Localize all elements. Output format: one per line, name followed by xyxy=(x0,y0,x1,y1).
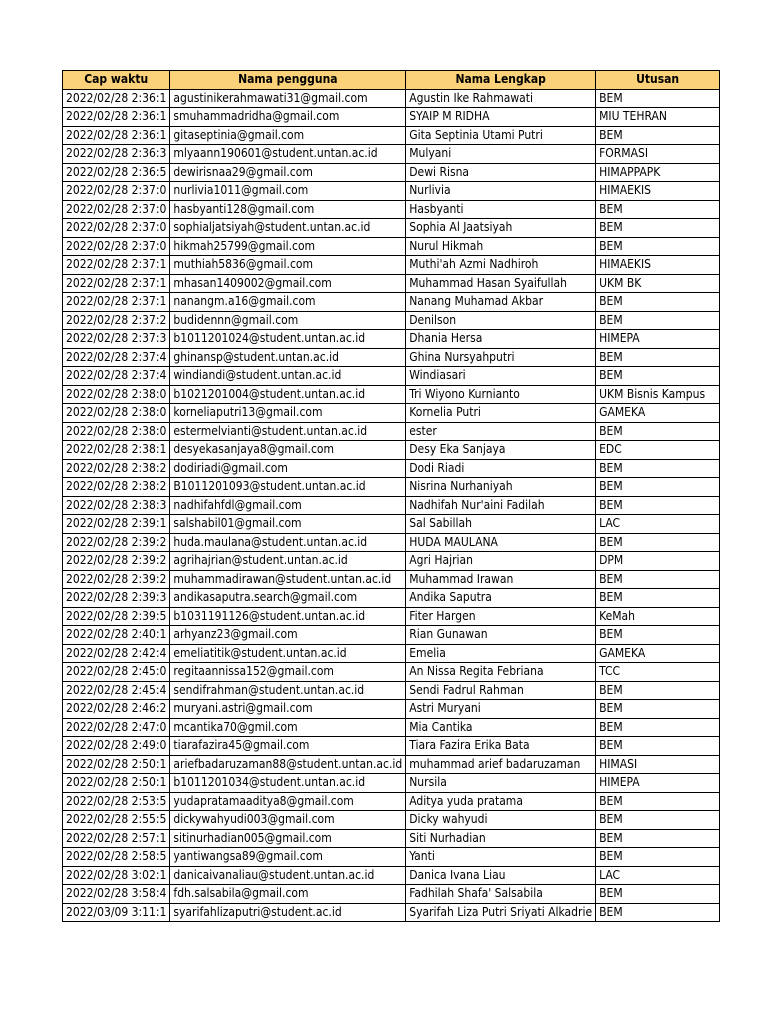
delegation-cell: BEM xyxy=(596,848,720,867)
username-cell: ariefbadaruzaman88@student.untan.ac.id xyxy=(170,755,406,774)
username-cell: korneliaputri13@gmail.com xyxy=(170,404,406,423)
table-row xyxy=(63,552,720,571)
table-row xyxy=(63,293,720,312)
username-cell: muhammadirawan@student.untan.ac.id xyxy=(170,570,406,589)
delegation-cell: BEM xyxy=(596,200,720,219)
timestamp-cell: 2022/02/28 2:37:1 xyxy=(63,274,170,293)
timestamp-cell: 2022/02/28 2:38:2 xyxy=(63,459,170,478)
full-name-cell: Danica Ivana Liau xyxy=(406,866,596,885)
username-cell: yantiwangsa89@gmail.com xyxy=(170,848,406,867)
username-cell: mlyaann190601@student.untan.ac.id xyxy=(170,145,406,164)
username-cell: estermelvianti@student.untan.ac.id xyxy=(170,422,406,441)
full-name-cell: Fadhilah Shafa' Salsabila xyxy=(406,885,596,904)
delegation-cell: BEM xyxy=(596,367,720,386)
table-row xyxy=(63,700,720,719)
delegation-cell: HIMASI xyxy=(596,755,720,774)
full-name-cell: Desy Eka Sanjaya xyxy=(406,441,596,460)
timestamp-cell: 2022/02/28 2:47:0 xyxy=(63,718,170,737)
timestamp-cell: 2022/02/28 2:50:1 xyxy=(63,774,170,793)
timestamp-cell: 2022/02/28 2:36:1 xyxy=(63,108,170,127)
table-row xyxy=(63,811,720,830)
delegation-cell: BEM xyxy=(596,311,720,330)
full-name-cell: Yanti xyxy=(406,848,596,867)
username-cell: syarifahlizaputri@student.ac.id xyxy=(170,903,406,922)
delegation-cell: EDC xyxy=(596,441,720,460)
full-name-cell: Tiara Fazira Erika Bata xyxy=(406,737,596,756)
table-row xyxy=(63,348,720,367)
table-row xyxy=(63,681,720,700)
full-name-cell: Fiter Hargen xyxy=(406,607,596,626)
table-row xyxy=(63,108,720,127)
delegation-cell: BEM xyxy=(596,126,720,145)
username-cell: nanangm.a16@gmail.com xyxy=(170,293,406,312)
full-name-cell: Windiasari xyxy=(406,367,596,386)
table-row xyxy=(63,737,720,756)
username-cell: b1011201034@student.untan.ac.id xyxy=(170,774,406,793)
timestamp-cell: 2022/02/28 2:39:2 xyxy=(63,570,170,589)
full-name-cell: Mulyani xyxy=(406,145,596,164)
username-cell: windiandi@student.untan.ac.id xyxy=(170,367,406,386)
username-cell: dewirisnaa29@gmail.com xyxy=(170,163,406,182)
table-row xyxy=(63,478,720,497)
timestamp-cell: 2022/02/28 2:37:0 xyxy=(63,219,170,238)
timestamp-cell: 2022/02/28 2:45:4 xyxy=(63,681,170,700)
delegation-cell: BEM xyxy=(596,533,720,552)
timestamp-cell: 2022/02/28 3:02:1 xyxy=(63,866,170,885)
username-cell: nurlivia1011@gmail.com xyxy=(170,182,406,201)
username-cell: b1021201004@student.untan.ac.id xyxy=(170,385,406,404)
full-name-cell: Muthi'ah Azmi Nadhiroh xyxy=(406,256,596,275)
username-cell: andikasaputra.search@gmail.com xyxy=(170,589,406,608)
timestamp-cell: 2022/02/28 2:49:0 xyxy=(63,737,170,756)
timestamp-cell: 2022/02/28 2:37:0 xyxy=(63,182,170,201)
delegation-cell: MIU TEHRAN xyxy=(596,108,720,127)
timestamp-cell: 2022/02/28 2:58:5 xyxy=(63,848,170,867)
delegation-cell: BEM xyxy=(596,570,720,589)
username-cell: b1031191126@student.untan.ac.id xyxy=(170,607,406,626)
username-cell: smuhammadridha@gmail.com xyxy=(170,108,406,127)
full-name-cell: Dicky wahyudi xyxy=(406,811,596,830)
timestamp-cell: 2022/02/28 2:36:5 xyxy=(63,163,170,182)
header-cap-waktu: Cap waktu xyxy=(63,71,170,90)
username-cell: regitaannissa152@gmail.com xyxy=(170,663,406,682)
delegation-cell: DPM xyxy=(596,552,720,571)
delegation-cell: LAC xyxy=(596,515,720,534)
delegation-cell: HIMAEKIS xyxy=(596,256,720,275)
table-row xyxy=(63,237,720,256)
table-row xyxy=(63,256,720,275)
full-name-cell: Sophia Al Jaatsiyah xyxy=(406,219,596,238)
username-cell: muryani.astri@gmail.com xyxy=(170,700,406,719)
table-row xyxy=(63,330,720,349)
delegation-cell: BEM xyxy=(596,811,720,830)
header-utusan: Utusan xyxy=(596,71,720,90)
full-name-cell: Nurul Hikmah xyxy=(406,237,596,256)
delegation-cell: BEM xyxy=(596,885,720,904)
header-row xyxy=(63,71,720,90)
table-row xyxy=(63,182,720,201)
table-row xyxy=(63,885,720,904)
timestamp-cell: 2022/03/09 3:11:1 xyxy=(63,903,170,922)
full-name-cell: HUDA MAULANA xyxy=(406,533,596,552)
table-row xyxy=(63,422,720,441)
username-cell: mcantika70@gmil.com xyxy=(170,718,406,737)
table-row xyxy=(63,163,720,182)
username-cell: dickywahyudi003@gmail.com xyxy=(170,811,406,830)
username-cell: budidennn@gmail.com xyxy=(170,311,406,330)
table-row xyxy=(63,385,720,404)
timestamp-cell: 2022/02/28 2:38:1 xyxy=(63,441,170,460)
delegation-cell: BEM xyxy=(596,829,720,848)
timestamp-cell: 2022/02/28 2:45:0 xyxy=(63,663,170,682)
delegation-cell: LAC xyxy=(596,866,720,885)
full-name-cell: Astri Muryani xyxy=(406,700,596,719)
full-name-cell: Denilson xyxy=(406,311,596,330)
timestamp-cell: 2022/02/28 2:37:1 xyxy=(63,256,170,275)
delegation-cell: BEM xyxy=(596,348,720,367)
username-cell: sitinurhadian005@gmail.com xyxy=(170,829,406,848)
username-cell: b1011201024@student.untan.ac.id xyxy=(170,330,406,349)
table-row xyxy=(63,311,720,330)
full-name-cell: ester xyxy=(406,422,596,441)
username-cell: gitaseptinia@gmail.com xyxy=(170,126,406,145)
table-row xyxy=(63,441,720,460)
timestamp-cell: 2022/02/28 2:55:5 xyxy=(63,811,170,830)
timestamp-cell: 2022/02/28 2:36:3 xyxy=(63,145,170,164)
delegation-cell: BEM xyxy=(596,737,720,756)
table-row xyxy=(63,829,720,848)
full-name-cell: Gita Septinia Utami Putri xyxy=(406,126,596,145)
timestamp-cell: 2022/02/28 2:39:5 xyxy=(63,607,170,626)
delegation-cell: UKM Bisnis Kampus xyxy=(596,385,720,404)
table-row xyxy=(63,89,720,108)
full-name-cell: Sendi Fadrul Rahman xyxy=(406,681,596,700)
timestamp-cell: 2022/02/28 2:38:3 xyxy=(63,496,170,515)
timestamp-cell: 2022/02/28 2:39:3 xyxy=(63,589,170,608)
delegation-cell: BEM xyxy=(596,792,720,811)
delegation-cell: BEM xyxy=(596,681,720,700)
full-name-cell: Syarifah Liza Putri Sriyati Alkadrie xyxy=(406,903,596,922)
table-row xyxy=(63,607,720,626)
timestamp-cell: 2022/02/28 2:38:2 xyxy=(63,478,170,497)
delegation-cell: BEM xyxy=(596,219,720,238)
username-cell: desyekasanjaya8@gmail.com xyxy=(170,441,406,460)
table-row xyxy=(63,459,720,478)
table-row xyxy=(63,533,720,552)
delegation-cell: GAMEKA xyxy=(596,404,720,423)
username-cell: fdh.salsabila@gmail.com xyxy=(170,885,406,904)
delegation-cell: BEM xyxy=(596,589,720,608)
full-name-cell: Agri Hajrian xyxy=(406,552,596,571)
username-cell: ghinansp@student.untan.ac.id xyxy=(170,348,406,367)
username-cell: nadhifahfdl@gmail.com xyxy=(170,496,406,515)
username-cell: agrihajrian@student.untan.ac.id xyxy=(170,552,406,571)
full-name-cell: Muhammad Irawan xyxy=(406,570,596,589)
delegation-cell: HIMEPA xyxy=(596,774,720,793)
table-row xyxy=(63,219,720,238)
timestamp-cell: 2022/02/28 2:38:0 xyxy=(63,422,170,441)
full-name-cell: SYAIP M RIDHA xyxy=(406,108,596,127)
timestamp-cell: 2022/02/28 2:36:1 xyxy=(63,89,170,108)
timestamp-cell: 2022/02/28 2:37:4 xyxy=(63,367,170,386)
delegation-cell: UKM BK xyxy=(596,274,720,293)
full-name-cell: Dewi Risna xyxy=(406,163,596,182)
username-cell: mhasan1409002@gmail.com xyxy=(170,274,406,293)
full-name-cell: Aditya yuda pratama xyxy=(406,792,596,811)
table-row xyxy=(63,792,720,811)
table-row xyxy=(63,145,720,164)
full-name-cell: Muhammad Hasan Syaifullah xyxy=(406,274,596,293)
username-cell: arhyanz23@gmail.com xyxy=(170,626,406,645)
delegation-cell: BEM xyxy=(596,626,720,645)
timestamp-cell: 2022/02/28 2:37:3 xyxy=(63,330,170,349)
table-row xyxy=(63,367,720,386)
table-row xyxy=(63,515,720,534)
table-row xyxy=(63,404,720,423)
timestamp-cell: 2022/02/28 2:37:0 xyxy=(63,200,170,219)
delegation-cell: TCC xyxy=(596,663,720,682)
full-name-cell: Nadhifah Nur'aini Fadilah xyxy=(406,496,596,515)
username-cell: muthiah5836@gmail.com xyxy=(170,256,406,275)
timestamp-cell: 2022/02/28 2:38:0 xyxy=(63,404,170,423)
timestamp-cell: 2022/02/28 2:39:1 xyxy=(63,515,170,534)
full-name-cell: Andika Saputra xyxy=(406,589,596,608)
delegation-cell: BEM xyxy=(596,903,720,922)
full-name-cell: Tri Wiyono Kurnianto xyxy=(406,385,596,404)
delegation-cell: HIMAPPAPK xyxy=(596,163,720,182)
full-name-cell: Nanang Muhamad Akbar xyxy=(406,293,596,312)
full-name-cell: Dodi Riadi xyxy=(406,459,596,478)
timestamp-cell: 2022/02/28 2:40:1 xyxy=(63,626,170,645)
username-cell: B1011201093@student.untan.ac.id xyxy=(170,478,406,497)
header-nama-pengguna: Nama pengguna xyxy=(170,71,406,90)
table-row xyxy=(63,755,720,774)
timestamp-cell: 2022/02/28 2:39:2 xyxy=(63,533,170,552)
delegation-cell: HIMAEKIS xyxy=(596,182,720,201)
timestamp-cell: 2022/02/28 2:38:0 xyxy=(63,385,170,404)
username-cell: sendifrahman@student.untan.ac.id xyxy=(170,681,406,700)
table-row xyxy=(63,126,720,145)
table-row xyxy=(63,866,720,885)
timestamp-cell: 2022/02/28 2:37:4 xyxy=(63,348,170,367)
timestamp-cell: 2022/02/28 2:37:1 xyxy=(63,293,170,312)
table-row xyxy=(63,848,720,867)
delegation-cell: BEM xyxy=(596,237,720,256)
full-name-cell: Kornelia Putri xyxy=(406,404,596,423)
table-row xyxy=(63,496,720,515)
username-cell: emeliatitik@student.untan.ac.id xyxy=(170,644,406,663)
timestamp-cell: 2022/02/28 2:37:2 xyxy=(63,311,170,330)
table-row xyxy=(63,570,720,589)
delegation-cell: BEM xyxy=(596,293,720,312)
username-cell: danicaivanaliau@student.untan.ac.id xyxy=(170,866,406,885)
timestamp-cell: 2022/02/28 2:37:0 xyxy=(63,237,170,256)
username-cell: agustinikerahmawati31@gmail.com xyxy=(170,89,406,108)
full-name-cell: Nisrina Nurhaniyah xyxy=(406,478,596,497)
table-row xyxy=(63,718,720,737)
delegation-cell: BEM xyxy=(596,718,720,737)
username-cell: hikmah25799@gmail.com xyxy=(170,237,406,256)
timestamp-cell: 2022/02/28 2:36:1 xyxy=(63,126,170,145)
timestamp-cell: 2022/02/28 2:39:2 xyxy=(63,552,170,571)
delegation-cell: BEM xyxy=(596,422,720,441)
delegation-cell: BEM xyxy=(596,478,720,497)
table-row xyxy=(63,774,720,793)
table-row xyxy=(63,663,720,682)
full-name-cell: Mia Cantika xyxy=(406,718,596,737)
full-name-cell: Nursila xyxy=(406,774,596,793)
timestamp-cell: 2022/02/28 2:42:4 xyxy=(63,644,170,663)
delegation-cell: BEM xyxy=(596,459,720,478)
username-cell: hasbyanti128@gmail.com xyxy=(170,200,406,219)
delegation-cell: BEM xyxy=(596,89,720,108)
full-name-cell: Siti Nurhadian xyxy=(406,829,596,848)
delegation-cell: KeMah xyxy=(596,607,720,626)
timestamp-cell: 2022/02/28 2:53:5 xyxy=(63,792,170,811)
full-name-cell: Emelia xyxy=(406,644,596,663)
full-name-cell: Rian Gunawan xyxy=(406,626,596,645)
table-row xyxy=(63,589,720,608)
full-name-cell: Nurlivia xyxy=(406,182,596,201)
full-name-cell: Hasbyanti xyxy=(406,200,596,219)
delegation-cell: BEM xyxy=(596,700,720,719)
full-name-cell: An Nissa Regita Febriana xyxy=(406,663,596,682)
username-cell: salshabil01@gmail.com xyxy=(170,515,406,534)
timestamp-cell: 2022/02/28 2:46:2 xyxy=(63,700,170,719)
full-name-cell: Agustin Ike Rahmawati xyxy=(406,89,596,108)
delegation-cell: BEM xyxy=(596,496,720,515)
full-name-cell: Sal Sabillah xyxy=(406,515,596,534)
table-row xyxy=(63,903,720,922)
username-cell: yudapratamaaditya8@gmail.com xyxy=(170,792,406,811)
table-row xyxy=(63,200,720,219)
full-name-cell: Dhania Hersa xyxy=(406,330,596,349)
timestamp-cell: 2022/02/28 2:57:1 xyxy=(63,829,170,848)
delegation-cell: HIMEPA xyxy=(596,330,720,349)
table-row xyxy=(63,644,720,663)
table-row xyxy=(63,626,720,645)
registration-table xyxy=(62,70,720,922)
username-cell: tiarafazira45@gmail.com xyxy=(170,737,406,756)
timestamp-cell: 2022/02/28 2:50:1 xyxy=(63,755,170,774)
delegation-cell: GAMEKA xyxy=(596,644,720,663)
full-name-cell: Ghina Nursyahputri xyxy=(406,348,596,367)
username-cell: huda.maulana@student.untan.ac.id xyxy=(170,533,406,552)
delegation-cell: FORMASI xyxy=(596,145,720,164)
username-cell: dodiriadi@gmail.com xyxy=(170,459,406,478)
header-nama-lengkap: Nama Lengkap xyxy=(406,71,596,90)
table-row xyxy=(63,274,720,293)
username-cell: sophialjatsiyah@student.untan.ac.id xyxy=(170,219,406,238)
timestamp-cell: 2022/02/28 3:58:4 xyxy=(63,885,170,904)
full-name-cell: muhammad arief badaruzaman xyxy=(406,755,596,774)
